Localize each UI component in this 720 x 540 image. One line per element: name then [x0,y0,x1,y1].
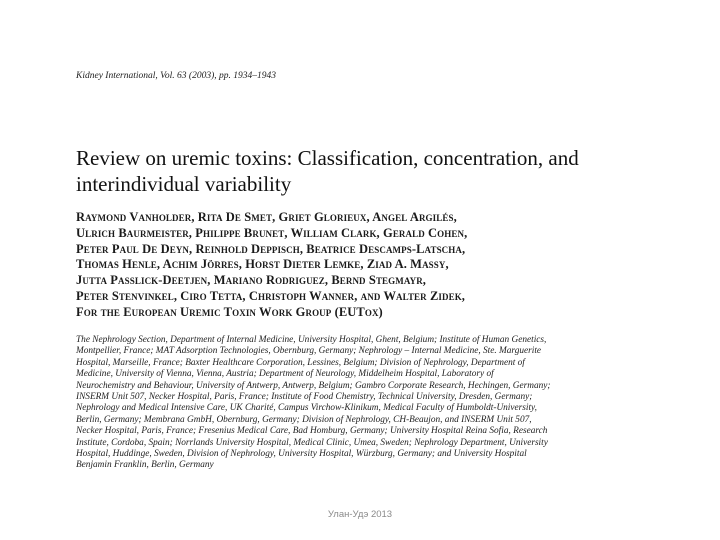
affiliation-line: Hospital, Marseille, France; Baxter Healthcare Corporation, Lessines, Belgium; Division of Nephrology, Department of [76,357,525,368]
affiliation-line: Nephrology and Medical Intensive Care, UK Charité, Campus Virchow-Klinikum, Medical Faculty of Humboldt-University, [76,403,537,414]
author-line: Thomas Henle, Achim Jörres, Horst Dieter Lemke, Ziad A. Massy, [76,257,449,272]
affiliation-line: Neurochemistry and Behaviour, University of Antwerp, Antwerp, Belgium; Gambro Corporate Research, Hechingen, Germany; [76,380,551,391]
affiliation-line: Berlin, Germany; Membrana GmbH, Obernburg, Germany; Division of Nephrology, CH-Beaujon, and INSERM Unit 507, [76,414,532,425]
affiliation-line: INSERM Unit 507, Necker Hospital, Paris, France; Institute of Food Chemistry, Technical University, Dresden, Germany; [76,392,533,403]
paper-title [76,145,656,197]
affiliation-line: Hospital, Huddinge, Sweden, Division of Nephrology, University Hospital, Würzburg, Germany; and University Hospital [76,449,527,460]
affiliation-line: Montpellier, France; MAT Adsorption Technologies, Obernburg, Germany; Nephrology – Internal Medicine, Ste. Marguerite [76,346,542,357]
author-line: Ulrich Baurmeister, Philippe Brunet, William Clark, Gerald Cohen, [76,225,468,240]
affiliation-line: Necker Hospital, Paris, France; Fresenius Medical Care, Bad Homburg, Germany; University Hospital Reina Sofia, Research [76,426,548,437]
affiliation-line: Benjamin Franklin, Berlin, Germany [76,460,214,471]
author-line: Jutta Passlick-Deetjen, Mariano Rodriguez, Bernd Stegmayr, [76,273,427,288]
author-line: Raymond Vanholder, Rita De Smet, Griet Glorieux, Angel Argilés, [76,210,457,224]
author-line: Peter Stenvinkel, Ciro Tetta, Christoph Wanner, and Walter Zidek, [76,288,466,303]
affiliation-line: Institute, Cordoba, Spain; Norrlands University Hospital, Medical Clinic, Umea, Sweden; Nephrology Department, University [76,437,548,448]
author-list [76,210,676,321]
journal-citation: Kidney International, Vol. 63 (2003), pp. 1934–1943 [76,71,277,81]
title-line: Review on uremic toxins: Classification, concentration, and [76,146,579,170]
title-line: interindividual variability [76,172,292,196]
author-line: For the European Uremic Toxin Work Group (EUTox) [76,304,383,319]
author-line: Peter Paul De Deyn, Reinhold Deppisch, Beatrice Descamps-Latscha, [76,241,466,256]
affiliation-line: The Nephrology Section, Department of Internal Medicine, University Hospital, Ghent, Belgium; Institute of Human Genetics, [76,335,547,345]
slide-footer: Улан-Удэ 2013 [327,509,393,520]
affiliations [76,335,676,472]
affiliation-line: Medicine, University of Vienna, Vienna, Austria; Department of Neurology, Middelheim Hospital, Laboratory of [76,369,494,380]
